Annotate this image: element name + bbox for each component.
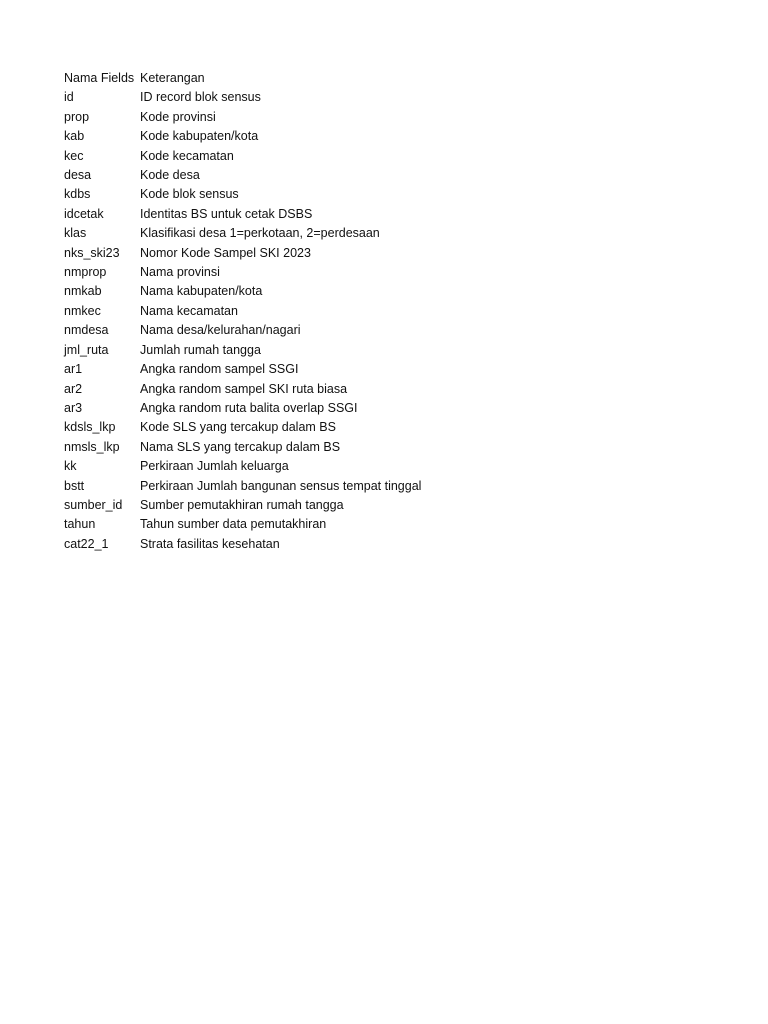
field-description-cell: Kode desa <box>140 168 200 183</box>
field-description-cell: Perkiraan Jumlah bangunan sensus tempat tinggal <box>140 478 422 493</box>
table-row <box>64 380 421 399</box>
table-row <box>64 205 421 224</box>
table-row <box>64 321 421 340</box>
field-description-cell: Nama provinsi <box>140 265 220 280</box>
table-row <box>64 166 421 185</box>
field-name-cell: prop <box>64 109 90 124</box>
field-description-cell: Nama kecamatan <box>140 303 238 318</box>
field-name-cell: idcetak <box>64 206 104 221</box>
field-name-cell: sumber_id <box>64 497 123 512</box>
field-description-cell: Kode blok sensus <box>140 187 239 202</box>
field-description-cell: Jumlah rumah tangga <box>140 342 261 357</box>
field-description-cell: Identitas BS untuk cetak DSBS <box>140 206 313 221</box>
field-description-cell: Strata fasilitas kesehatan <box>140 536 280 551</box>
table-row <box>64 535 421 554</box>
field-name-cell: nmdesa <box>64 323 109 338</box>
field-description-cell: Nama SLS yang tercakup dalam BS <box>140 439 341 454</box>
table-row <box>64 185 421 204</box>
column-header-description: Keterangan <box>140 71 205 85</box>
field-name-cell: ar3 <box>64 400 83 415</box>
table-row <box>64 496 421 515</box>
field-description-cell: Tahun sumber data pemutakhiran <box>140 517 327 532</box>
table-row <box>64 399 421 418</box>
field-description-cell: Nama kabupaten/kota <box>140 284 263 299</box>
table-row <box>64 244 421 263</box>
field-description-cell: Kode provinsi <box>140 109 216 124</box>
field-description-cell: Angka random sampel SSGI <box>140 362 299 377</box>
field-name-cell: jml_ruta <box>64 342 109 357</box>
table-row <box>64 147 421 166</box>
field-name-cell: bstt <box>64 478 85 493</box>
field-description-cell: ID record blok sensus <box>140 90 261 105</box>
field-name-cell: nmkec <box>64 303 101 318</box>
table-header <box>64 69 421 88</box>
field-description-cell: Perkiraan Jumlah keluarga <box>140 459 289 474</box>
table-header-row <box>64 69 421 88</box>
field-name-cell: kk <box>64 459 77 474</box>
field-description-cell: Nama desa/kelurahan/nagari <box>140 323 301 338</box>
field-name-cell: ar2 <box>64 381 83 396</box>
field-name-cell: nmsls_lkp <box>64 439 120 454</box>
field-description-cell: Kode kecamatan <box>140 148 234 163</box>
table-row <box>64 263 421 282</box>
table-row <box>64 108 421 127</box>
table-row <box>64 418 421 437</box>
column-header-field-name: Nama Fields <box>64 71 135 85</box>
field-name-cell: nmkab <box>64 284 102 299</box>
table-row <box>64 224 421 243</box>
field-description-cell: Klasifikasi desa 1=perkotaan, 2=perdesaan <box>140 226 380 241</box>
field-name-cell: ar1 <box>64 362 83 377</box>
field-name-cell: kab <box>64 129 85 144</box>
table-row <box>64 438 421 457</box>
table-row <box>64 457 421 476</box>
table-body <box>64 88 421 554</box>
field-name-cell: kec <box>64 148 84 163</box>
table-row <box>64 515 421 534</box>
table-row <box>64 127 421 146</box>
table-row <box>64 360 421 379</box>
field-description-cell: Nomor Kode Sampel SKI 2023 <box>140 245 311 260</box>
field-description-cell: Angka random sampel SKI ruta biasa <box>140 381 348 396</box>
field-description-cell: Kode SLS yang tercakup dalam BS <box>140 420 336 435</box>
field-description-cell: Sumber pemutakhiran rumah tangga <box>140 497 344 512</box>
field-name-cell: tahun <box>64 517 96 532</box>
field-description-cell: Kode kabupaten/kota <box>140 129 259 144</box>
table-row <box>64 477 421 496</box>
field-name-cell: desa <box>64 168 92 183</box>
field-name-cell: nmprop <box>64 265 107 280</box>
table-row <box>64 341 421 360</box>
field-name-cell: kdbs <box>64 187 91 202</box>
field-name-cell: klas <box>64 226 87 241</box>
table-row <box>64 88 421 107</box>
field-description-table <box>64 69 421 554</box>
field-name-cell: nks_ski23 <box>64 245 120 260</box>
field-name-cell: cat22_1 <box>64 536 109 551</box>
table-row <box>64 282 421 301</box>
field-name-cell: id <box>64 90 74 105</box>
table-row <box>64 302 421 321</box>
field-name-cell: kdsls_lkp <box>64 420 116 435</box>
field-description-cell: Angka random ruta balita overlap SSGI <box>140 400 358 415</box>
